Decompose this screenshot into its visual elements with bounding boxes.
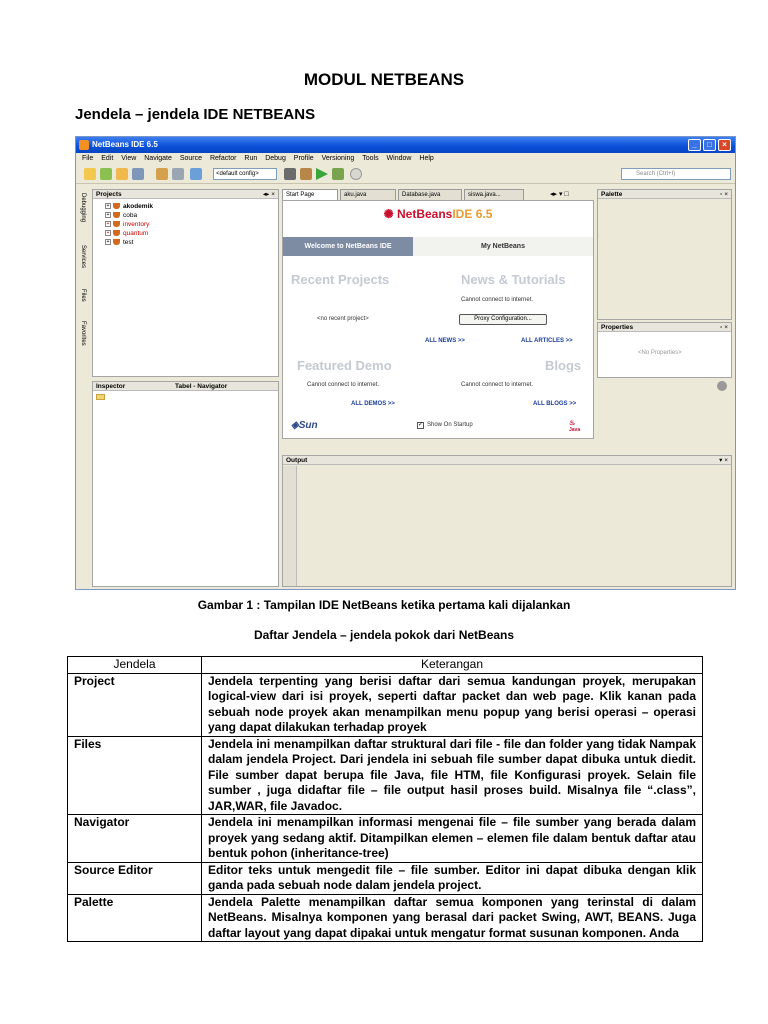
panel-controls-icon[interactable]: ▫ × (720, 324, 728, 331)
output-panel-header (283, 456, 731, 465)
properties-panel (597, 322, 732, 378)
projects-panel-title: Projects (96, 191, 122, 198)
folder-icon (96, 394, 105, 400)
no-recent-text: <no recent project> (317, 316, 369, 322)
undo-icon[interactable] (156, 168, 168, 180)
side-tab-favorites[interactable]: Favorites (80, 321, 86, 346)
menu-file[interactable]: File (82, 155, 94, 162)
side-tab-services[interactable]: Services (80, 245, 86, 269)
all-news-link[interactable]: ALL NEWS >> (425, 338, 465, 344)
output-title: Output (286, 457, 308, 464)
inspector-tab[interactable]: Inspector (96, 383, 126, 390)
tab-aku-java[interactable]: aku.java (340, 189, 396, 200)
tab-siswa-java[interactable]: siswa.java... (464, 189, 524, 200)
ide-window-title: NetBeans IDE 6.5 (92, 140, 158, 149)
featured-demo-heading: Featured Demo (297, 358, 392, 373)
project-item[interactable]: + coba (106, 212, 138, 219)
menu-edit[interactable]: Edit (101, 155, 114, 162)
netbeans-app-icon (79, 140, 89, 150)
menu-source[interactable]: Source (179, 155, 203, 162)
profile-icon[interactable] (350, 168, 362, 180)
palette-panel (597, 189, 732, 320)
menu-run[interactable]: Run (244, 155, 258, 162)
row-description: Jendela ini menampilkan informasi mengenai file – file sumber yang berada dalam proyek yang sedang aktif. Ditampilkan elemen – elemen file dalam bentuk daftar atau bentuk pohon (inheritance-tree) (202, 815, 703, 863)
output-panel (282, 455, 732, 587)
table-row (68, 736, 703, 815)
section-subtitle: Jendela – jendela IDE NETBEANS (75, 106, 316, 123)
config-select[interactable]: <default config> (213, 168, 277, 180)
no-properties-text: <No Properties> (638, 350, 682, 356)
panel-controls-icon[interactable]: ▾ × (719, 457, 728, 464)
side-tab-strip (76, 187, 90, 367)
all-demos-link[interactable]: ALL DEMOS >> (351, 401, 395, 407)
menu-versioning[interactable]: Versioning (321, 155, 355, 162)
start-page-tabs (283, 237, 593, 256)
tab-scroll-icon[interactable]: ◂▸ ▾ □ (550, 191, 569, 198)
palette-panel-header (598, 190, 731, 199)
ide-toolbar (76, 164, 735, 184)
row-description: Jendela Palette menampilkan daftar semua komponen yang terinstal di dalam NetBeans. Misalnya komponen yang berasal dari packet Swing, AWT, BEANS. Juga daftar layout yang dapat dipakai untuk mengatur format susunan komponen. Anda (202, 894, 703, 942)
netbeans-logo: ✺ NetBeansIDE 6.5 (383, 207, 493, 221)
row-description: Jendela terpenting yang berisi daftar dari semua kandungan proyek, merupakan logical-view dari isi proyek, seperti daftar packet dan web page. Klik kanan pada sebuah node proyek akan menampilkan menu popup yang berisi operasi – operasi yang dapat dilakukan terhadap proyek (202, 673, 703, 736)
table-row (68, 894, 703, 942)
panel-controls-icon[interactable]: ▫ × (720, 191, 728, 198)
inspector-panel (92, 381, 279, 587)
side-tab-debugging[interactable]: Debugging (80, 193, 86, 223)
row-name: Source Editor (68, 862, 202, 894)
inspector-panel-header (93, 382, 278, 391)
java-logo: ♨ Java (569, 420, 581, 433)
config-icon (190, 168, 202, 180)
row-description: Editor teks untuk mengedit file – file sumber. Editor ini dapat dibuka dengan klik ganda pada sebuah node dalam jendela project. (202, 862, 703, 894)
properties-title: Properties (601, 324, 634, 331)
table-caption: Daftar Jendela – jendela pokok dari NetBeans (253, 628, 515, 642)
project-item-label: akodemik (123, 203, 153, 210)
document-title: MODUL NETBEANS (303, 70, 465, 89)
ide-screenshot (75, 136, 736, 590)
tab-start-page[interactable]: Start Page (282, 189, 338, 200)
table-row (68, 815, 703, 863)
project-item-label: quantum (123, 230, 149, 237)
ide-menubar (76, 153, 735, 164)
show-on-startup-label: Show On Startup (427, 422, 473, 428)
navigator-tab[interactable]: Tabel - Navigator (175, 383, 228, 390)
minimize-icon[interactable]: _ (688, 139, 701, 151)
save-all-icon[interactable] (132, 168, 144, 180)
build-icon[interactable] (284, 168, 296, 180)
show-on-startup-checkbox[interactable]: ✓ (418, 422, 424, 428)
demo-cannot-connect: Cannot connect to internet. (307, 382, 380, 388)
all-articles-link[interactable]: ALL ARTICLES >> (521, 338, 573, 344)
panel-controls-icon[interactable]: ◂▸ × (262, 191, 275, 198)
ide-titlebar (76, 137, 735, 153)
maximize-icon[interactable]: □ (703, 139, 716, 151)
run-icon[interactable] (316, 168, 328, 180)
menu-navigate[interactable]: Navigate (144, 155, 172, 162)
recent-projects-heading: Recent Projects (291, 272, 390, 287)
blogs-heading: Blogs (545, 358, 582, 373)
project-item[interactable]: + akodemik (106, 203, 153, 210)
clean-build-icon[interactable] (300, 168, 312, 180)
project-item[interactable]: + inventory (106, 221, 150, 228)
row-name: Palette (68, 894, 202, 942)
project-item-label: inventory (123, 221, 150, 228)
table-row (68, 862, 703, 894)
new-file-icon[interactable] (84, 168, 96, 180)
tab-database-java[interactable]: Database.java (398, 189, 462, 200)
all-blogs-link[interactable]: ALL BLOGS >> (533, 401, 577, 407)
column-header-jendela: Jendela (68, 657, 202, 674)
figure-caption: Gambar 1 : Tampilan IDE NetBeans ketika pertama kali dijalankan (197, 598, 571, 612)
blogs-cannot-connect: Cannot connect to internet. (461, 382, 534, 388)
project-item[interactable]: + test (106, 239, 134, 246)
palette-title: Palette (601, 191, 623, 198)
menu-window[interactable]: Window (386, 155, 412, 162)
row-name: Project (68, 673, 202, 736)
menu-profile[interactable]: Profile (293, 155, 314, 162)
menu-help[interactable]: Help (419, 155, 434, 162)
tab-welcome[interactable]: Welcome to NetBeans IDE (283, 237, 413, 256)
start-page (282, 200, 594, 439)
row-name: Files (68, 736, 202, 815)
sun-logo: ◈Sun (291, 420, 318, 431)
table-header-row (68, 657, 703, 674)
redo-icon[interactable] (172, 168, 184, 180)
new-project-icon[interactable] (100, 168, 112, 180)
proxy-configuration-button[interactable]: Proxy Configuration... (459, 314, 547, 325)
column-header-keterangan: Keterangan (202, 657, 703, 674)
menu-view[interactable]: View (121, 155, 137, 162)
search-input[interactable]: Search (Ctrl+I) (621, 168, 731, 180)
open-project-icon[interactable] (116, 168, 128, 180)
close-icon[interactable]: × (718, 139, 731, 151)
menu-debug[interactable]: Debug (265, 155, 286, 162)
side-tab-files[interactable]: Files (80, 289, 86, 302)
project-item[interactable]: + quantum (106, 230, 149, 237)
projects-panel-header (93, 190, 278, 199)
news-cannot-connect: Cannot connect to internet. (461, 297, 534, 303)
output-side-bar (283, 466, 297, 586)
news-tutorials-heading: News & Tutorials (461, 272, 566, 287)
project-item-label: coba (123, 212, 138, 219)
table-row (68, 673, 703, 736)
row-name: Navigator (68, 815, 202, 863)
menu-refactor[interactable]: Refactor (209, 155, 237, 162)
editor-tabs (282, 189, 594, 200)
row-description: Jendela ini menampilkan daftar struktural dari file - file dan folder yang tidak Nampak dalam jendela Project. Dari jendela ini sebuah file sumber dapat dibuka untuk diedit. File sumber dapat berupa file Java, file HTM, file Konfigurasi proyek. Selain file sumber , juga didaftar file – file output hasil proses build. Misalnya file “.class”, JAR,WAR, file Javadoc. (202, 736, 703, 815)
debug-icon[interactable] (332, 168, 344, 180)
properties-panel-header (598, 323, 731, 332)
menu-tools[interactable]: Tools (362, 155, 379, 162)
tab-my-netbeans[interactable]: My NetBeans (413, 237, 593, 256)
memory-indicator-icon (717, 381, 727, 391)
projects-panel (92, 189, 279, 377)
project-item-label: test (123, 239, 134, 246)
windows-table (67, 656, 703, 942)
